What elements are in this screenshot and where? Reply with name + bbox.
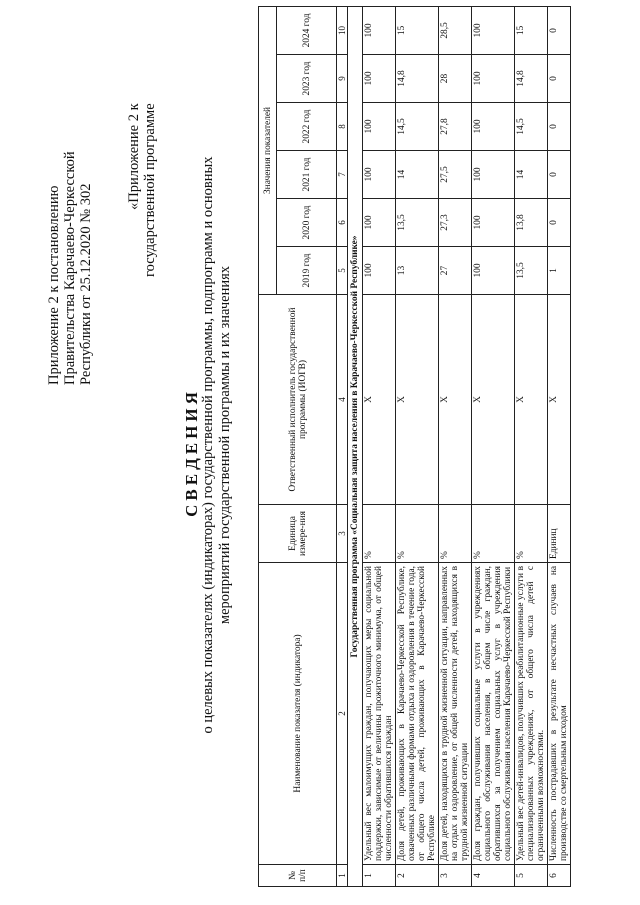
header-year: 2022 год <box>277 103 337 151</box>
column-number: 5 <box>337 247 348 295</box>
column-number: 9 <box>337 55 348 103</box>
appendix-quote-line-2: государственной программе <box>142 103 159 277</box>
row-num: 2 <box>396 865 439 887</box>
table-row <box>396 6 439 886</box>
row-value: 15 <box>396 6 439 54</box>
row-value: 13 <box>396 247 439 295</box>
row-name: Доля детей, проживающих в Карачаево-Черкесской Республике, охваченных различными формами отдыха и оздоровления в течение года, от общего числа детей, проживающих в Карачаево-Черкесской Республике <box>396 563 439 865</box>
header-num: № п/п <box>259 865 337 887</box>
row-name: Удельный вес детей-инвалидов, получивших реабилитационные услуги в специализированных учреждениях, от общего числа детей с ограниченными возможностями. <box>515 563 548 865</box>
header-year: 2024 год <box>277 6 337 54</box>
row-value: 27,3 <box>439 199 472 247</box>
row-value: 0 <box>548 103 571 151</box>
row-num: 6 <box>548 865 571 887</box>
header-year: 2020 год <box>277 199 337 247</box>
column-number: 8 <box>337 103 348 151</box>
row-unit: % <box>363 505 396 563</box>
row-value: 100 <box>472 6 515 54</box>
row-executor: Х <box>439 295 472 505</box>
row-value: 0 <box>548 199 571 247</box>
row-value: 100 <box>363 199 396 247</box>
row-value: 13,5 <box>396 199 439 247</box>
appendix-line-3: Республики от 25.12.2020 № 302 <box>78 183 95 385</box>
column-number: 4 <box>337 295 348 505</box>
row-value: 100 <box>472 103 515 151</box>
row-executor: Х <box>472 295 515 505</box>
row-value: 14,5 <box>396 103 439 151</box>
indicators-table <box>258 6 571 887</box>
row-name: Доля детей, находящихся в трудной жизненной ситуации, направленных на отдых и оздоровление, от общей численности детей, находящихся в трудной жизненной ситуации <box>439 563 472 865</box>
column-number: 7 <box>337 151 348 199</box>
header-executor: Ответственный исполнитель государственной программы (ИОГВ) <box>259 295 337 505</box>
row-value: 100 <box>472 151 515 199</box>
row-num: 1 <box>363 865 396 887</box>
row-value: 100 <box>363 103 396 151</box>
table-row <box>548 6 571 886</box>
appendix-reference <box>46 151 95 385</box>
row-value: 14,8 <box>515 55 548 103</box>
header-values-group: Значения показателей <box>259 6 277 294</box>
row-value: 100 <box>472 55 515 103</box>
header-year: 2021 год <box>277 151 337 199</box>
row-executor: Х <box>548 295 571 505</box>
row-executor: Х <box>363 295 396 505</box>
row-value: 28,5 <box>439 6 472 54</box>
row-executor: Х <box>396 295 439 505</box>
row-value: 27,5 <box>439 151 472 199</box>
row-value: 13,5 <box>515 247 548 295</box>
column-number: 10 <box>337 6 348 54</box>
header-name: Наименование показателя (индикатора) <box>259 563 337 865</box>
row-num: 3 <box>439 865 472 887</box>
row-value: 15 <box>515 6 548 54</box>
column-number: 3 <box>337 505 348 563</box>
row-value: 14,8 <box>396 55 439 103</box>
table-row <box>472 6 515 886</box>
row-value: 14,5 <box>515 103 548 151</box>
row-unit: % <box>396 505 439 563</box>
row-name: Численность пострадавших в результате несчастных случаев на производстве со смертельным исходом <box>548 563 571 865</box>
row-unit: Единиц <box>548 505 571 563</box>
row-name: Доля граждан, получивших социальные услуги в учреждениях социального обслуживания населения, в общем числе граждан, обратившихся за получением социальных услуг в учреждения социального обслуживания населения Карачаево-Черкесской Республики <box>472 563 515 865</box>
row-value: 1 <box>548 247 571 295</box>
document-title: СВЕДЕНИЯ <box>182 388 201 517</box>
row-value: 100 <box>363 55 396 103</box>
header-year: 2023 год <box>277 55 337 103</box>
table-row <box>439 6 472 886</box>
row-num: 4 <box>472 865 515 887</box>
row-value: 14 <box>396 151 439 199</box>
row-value: 0 <box>548 151 571 199</box>
row-value: 100 <box>363 247 396 295</box>
header-unit: Единица измере-ния <box>259 505 337 563</box>
row-value: 27 <box>439 247 472 295</box>
row-num: 5 <box>515 865 548 887</box>
row-value: 100 <box>363 151 396 199</box>
column-number: 6 <box>337 199 348 247</box>
row-unit: % <box>439 505 472 563</box>
row-value: 100 <box>472 247 515 295</box>
document-subtitle <box>200 155 233 735</box>
row-executor: Х <box>515 295 548 505</box>
appendix-quote-line-1: «Приложение 2 к <box>126 103 142 210</box>
row-value: 13,8 <box>515 199 548 247</box>
column-number: 2 <box>337 563 348 865</box>
subtitle-line-1: о целевых показателях (индикаторах) государственной программы, подпрограмм и основных <box>200 156 216 734</box>
appendix-line-2: Правительства Карачаево-Черкесской <box>62 151 79 385</box>
row-value: 100 <box>472 199 515 247</box>
row-value: 0 <box>548 55 571 103</box>
section-title: Государственная программа «Социальная защита населения в Карачаево-Черкесской Республике» <box>348 6 363 886</box>
row-value: 14 <box>515 151 548 199</box>
appendix-quote <box>126 103 158 277</box>
row-unit: % <box>515 505 548 563</box>
column-number: 1 <box>337 865 348 887</box>
table-row <box>515 6 548 886</box>
header-year: 2019 год <box>277 247 337 295</box>
appendix-line-1: Приложение 2 к постановлению <box>46 185 62 385</box>
row-value: 28 <box>439 55 472 103</box>
subtitle-line-2: мероприятий государственной программы и их значениях <box>216 265 233 625</box>
row-name: Удельный вес малоимущих граждан, получающих меры социальной поддержки, зависимые от величины прожиточного минимума, от общей численности обратившихся граждан <box>363 563 396 865</box>
row-value: 0 <box>548 6 571 54</box>
row-unit: % <box>472 505 515 563</box>
table-row <box>363 6 396 886</box>
row-value: 27,8 <box>439 103 472 151</box>
row-value: 100 <box>363 6 396 54</box>
